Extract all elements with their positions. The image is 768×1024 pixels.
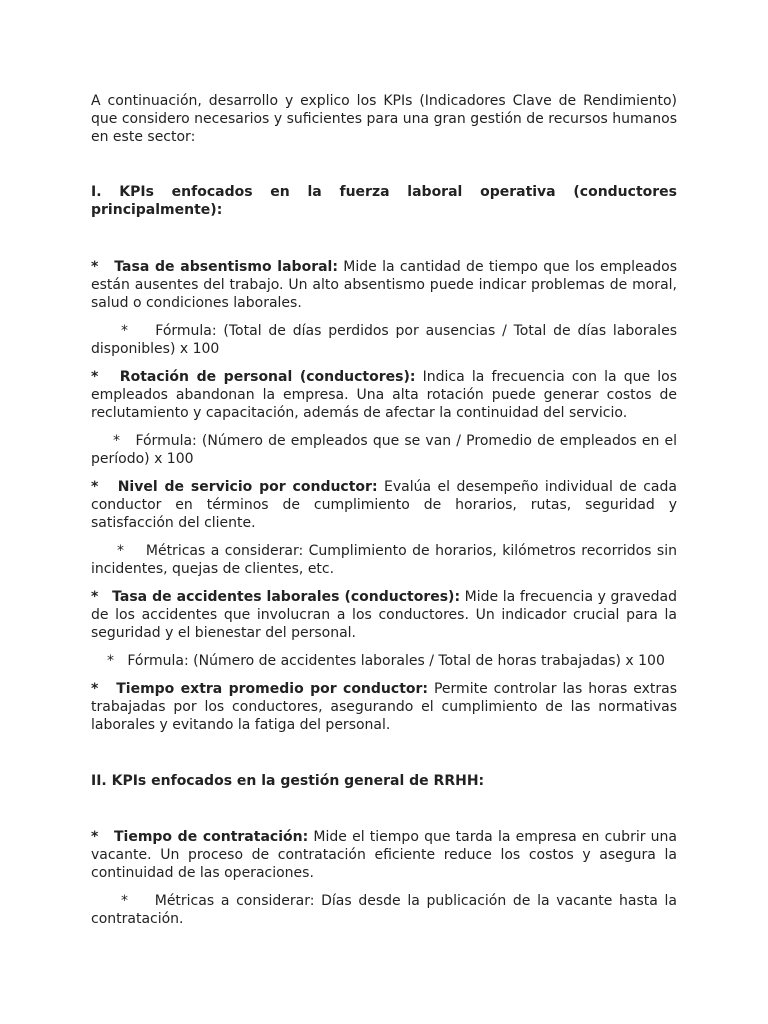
kpi-detail-text: Fórmula: (Número de accidentes laborales / Total de horas trabajadas) x 100 — [127, 653, 665, 669]
kpi-detail — [91, 652, 677, 670]
bullet: * — [91, 589, 99, 605]
kpi-detail-text: Fórmula: (Número de empleados que se van / Promedio de empleados en el período) x 100 — [91, 433, 677, 467]
kpi-detail — [91, 892, 677, 928]
kpi-detail — [91, 542, 677, 578]
kpi-title: Tiempo de contratación: — [113, 829, 309, 845]
kpi-title: Tiempo extra promedio por conductor: — [116, 681, 429, 697]
kpi-item — [91, 680, 677, 734]
bullet: * — [91, 681, 99, 697]
kpi-description: Permite controlar las horas extras trabajadas por los conductores, asegurando el cumplimiento de las normativas laborales y evitando la fatiga del personal. — [91, 681, 677, 733]
kpi-detail-text: Métricas a considerar: Días desde la publicación de la vacante hasta la contratación. — [91, 893, 677, 927]
bullet: * — [113, 433, 120, 449]
kpi-description: Mide la cantidad de tiempo que los empleados están ausentes del trabajo. Un alto absentismo puede indicar problemas de moral, salud o condiciones laborales. — [91, 259, 678, 311]
kpi-item — [91, 828, 677, 882]
kpi-description: Mide el tiempo que tarda la empresa en cubrir una vacante. Un proceso de contratación eficiente reduce los costos y asegura la continuidad de las operaciones. — [91, 829, 678, 881]
kpi-detail — [91, 322, 677, 358]
bullet: * — [107, 653, 114, 669]
kpi-item — [91, 478, 677, 532]
bullet: * — [91, 259, 99, 275]
bullet: * — [121, 323, 128, 339]
kpi-item — [91, 258, 677, 312]
kpi-description: Evalúa el desempeño individual de cada conductor en términos de cumplimiento de horarios, rutas, seguridad y satisfacción del cliente. — [91, 479, 677, 531]
bullet: * — [91, 369, 99, 385]
kpi-title: Tasa de absentismo laboral: — [114, 259, 338, 275]
section-1-heading: I. KPIs enfocados en la fuerza laboral operativa (conductores principalmente): — [91, 184, 677, 218]
kpi-detail-text: Métricas a considerar: Cumplimiento de horarios, kilómetros recorridos sin incidentes, quejas de clientes, etc. — [91, 543, 677, 577]
bullet: * — [121, 893, 128, 909]
bullet: * — [91, 479, 99, 495]
kpi-title: Rotación de personal (conductores): — [119, 369, 416, 385]
kpi-detail — [91, 432, 677, 468]
kpi-title: Tasa de accidentes laborales (conductores): — [112, 589, 461, 605]
kpi-item — [91, 588, 677, 642]
bullet: * — [91, 829, 99, 845]
section-2-heading: II. KPIs enfocados en la gestión general de RRHH: — [91, 773, 485, 789]
kpi-description: Mide la frecuencia y gravedad de los accidentes que involucran a los conductores. Un indicador crucial para la seguridad y el bienestar del personal. — [91, 589, 677, 641]
kpi-description: Indica la frecuencia con la que los empleados abandonan la empresa. Una alta rotación puede generar costos de reclutamiento y capacitación, además de afectar la continuidad del servicio. — [91, 369, 678, 421]
kpi-item — [91, 368, 677, 422]
kpi-detail-text: Fórmula: (Total de días perdidos por ausencias / Total de días laborales disponibles) x 100 — [91, 323, 677, 357]
intro-paragraph: A continuación, desarrollo y explico los KPIs (Indicadores Clave de Rendimiento) que considero necesarios y suficientes para una gran gestión de recursos humanos en este sector: — [91, 93, 677, 145]
bullet: * — [117, 543, 124, 559]
kpi-title: Nivel de servicio por conductor: — [117, 479, 378, 495]
